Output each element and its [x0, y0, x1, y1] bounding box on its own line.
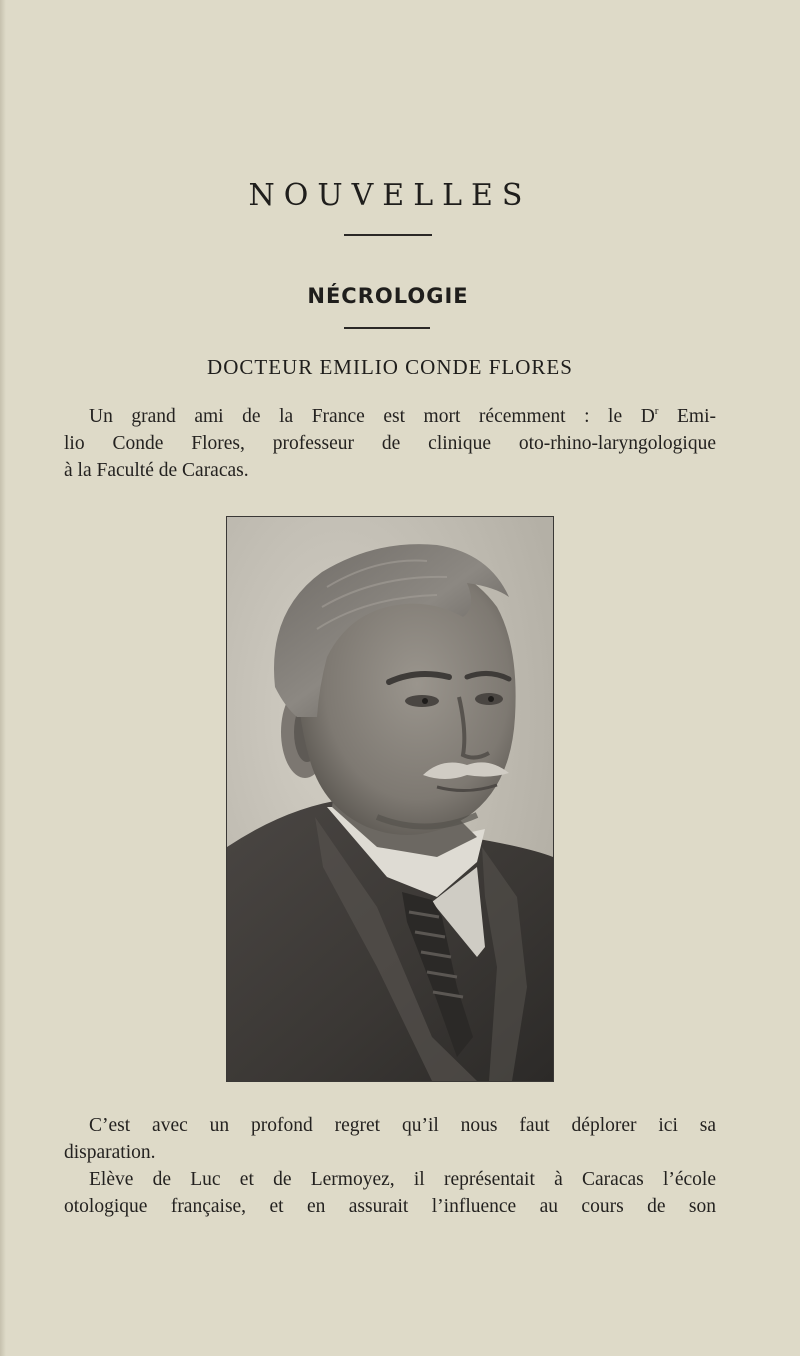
article-title: DOCTEUR EMILIO CONDE FLORES [207, 355, 573, 379]
portrait-photo [226, 516, 554, 1082]
title-rule-top [344, 234, 432, 236]
body-paragraph [64, 1112, 716, 1220]
body-line-1: C’est avec un profond regret qu’il nous faut déplorer ici sa [89, 1115, 716, 1136]
intro-paragraph [64, 403, 716, 484]
section-title: NOUVELLES [248, 178, 532, 213]
title-rule-bottom [344, 327, 430, 329]
intro-line-3: à la Faculté de Caracas. [64, 460, 249, 481]
subsection-title: NÉCROLOGIE [307, 284, 469, 308]
body-line-2: disparation. [64, 1142, 156, 1163]
intro-line-2: lio Conde Flores, professeur de clinique oto-rhino-laryngologique [64, 433, 716, 454]
portrait-illustration [227, 517, 553, 1081]
intro-line-1: Un grand ami de la France est mort récemment : le $D^r$ Emi- [89, 405, 716, 427]
body-line-3: Elève de Luc et de Lermoyez, il représentait à Caracas l’école [89, 1169, 716, 1190]
body-line-4: otologique française, et en assurait l’influence au cours de son [64, 1196, 716, 1217]
